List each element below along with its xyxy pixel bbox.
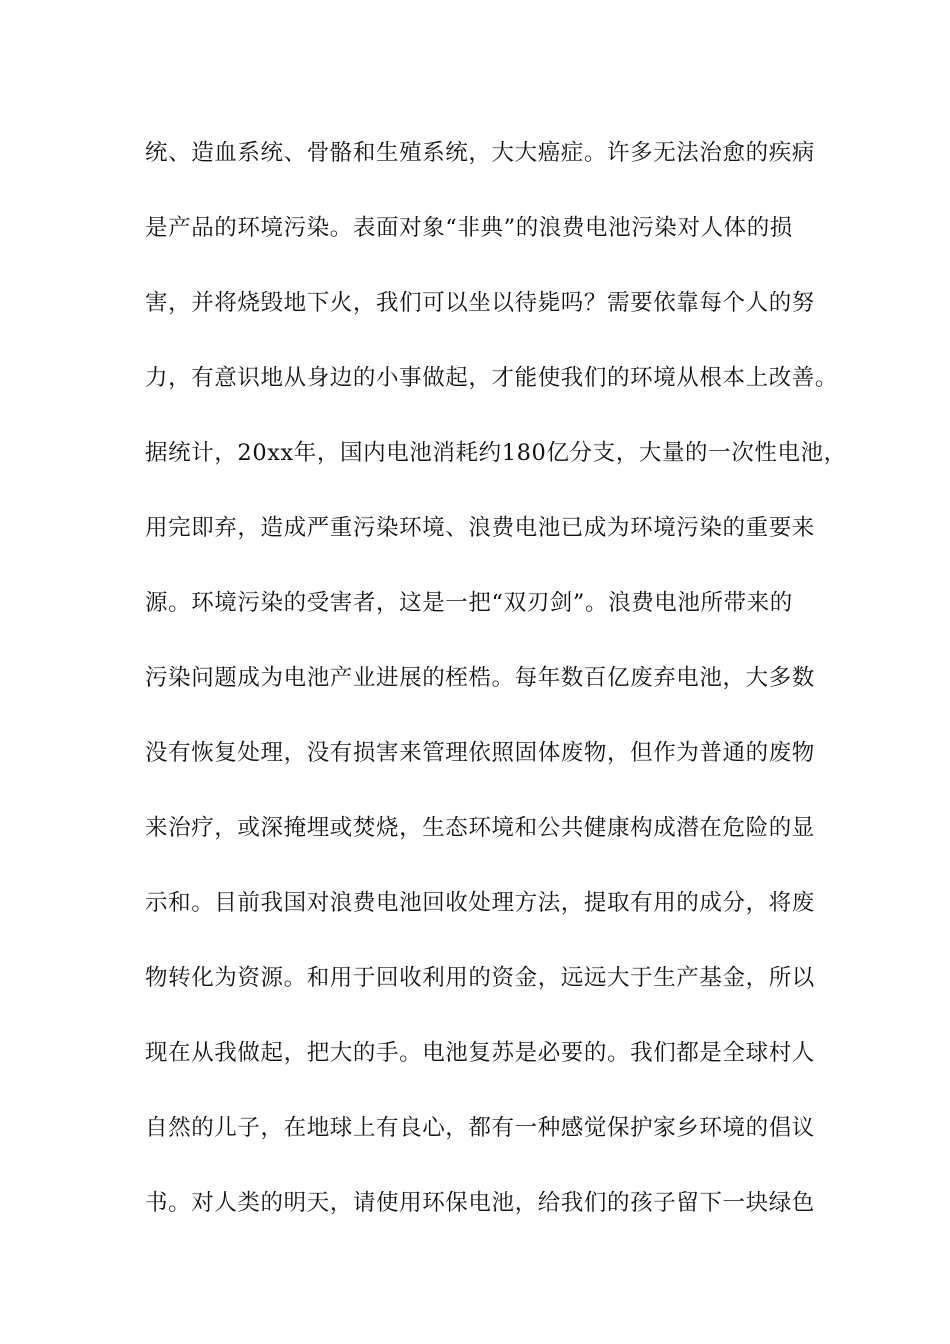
text-line-12: 物转化为资源。和用于回收利用的资金，远远大于生产基金，所以 bbox=[145, 965, 815, 991]
text-line-1: 统、造血系统、骨骼和生殖系统，大大癌症。许多无法治愈的疾病 bbox=[145, 140, 815, 166]
text-line-8: 污染问题成为电池产业进展的桎梏。每年数百亿废弃电池，大多数 bbox=[145, 665, 815, 691]
body-text bbox=[145, 133, 847, 1258]
text-line-11: 示和。目前我国对浪费电池回收处理方法，提取有用的成分，将废 bbox=[145, 890, 815, 916]
text-line-2: 是产品的环境污染。表面对象“非典”的浪费电池污染对人体的损 bbox=[145, 215, 793, 241]
text-line-14: 自然的儿子，在地球上有良心，都有一种感觉保护家乡环境的倡议 bbox=[145, 1115, 815, 1141]
text-line-7: 源。环境污染的受害者，这是一把“双刃剑”。浪费电池所带来的 bbox=[145, 590, 793, 616]
text-line-9: 没有恢复处理，没有损害来管理依照固体废物，但作为普通的废物 bbox=[145, 740, 815, 766]
text-line-6: 用完即弃，造成严重污染环境、浪费电池已成为环境污染的重要来 bbox=[145, 515, 815, 541]
text-line-3: 害，并将烧毁地下火，我们可以坐以待毙吗？需要依靠每个人的努 bbox=[145, 290, 815, 316]
text-line-15: 书。对人类的明天，请使用环保电池，给我们的孩子留下一块绿色 bbox=[145, 1190, 815, 1216]
text-line-10: 来治疗，或深掩埋或焚烧，生态环境和公共健康构成潜在危险的显 bbox=[145, 815, 815, 841]
text-line-4: 力，有意识地从身边的小事做起，才能使我们的环境从根本上改善。 bbox=[145, 365, 839, 391]
text-line-13: 现在从我做起，把大的手。电池复苏是必要的。我们都是全球村人 bbox=[145, 1040, 815, 1066]
text-line-5: 据统计，20xx年，国内电池消耗约180亿分支，大量的一次性电池， bbox=[145, 440, 847, 466]
